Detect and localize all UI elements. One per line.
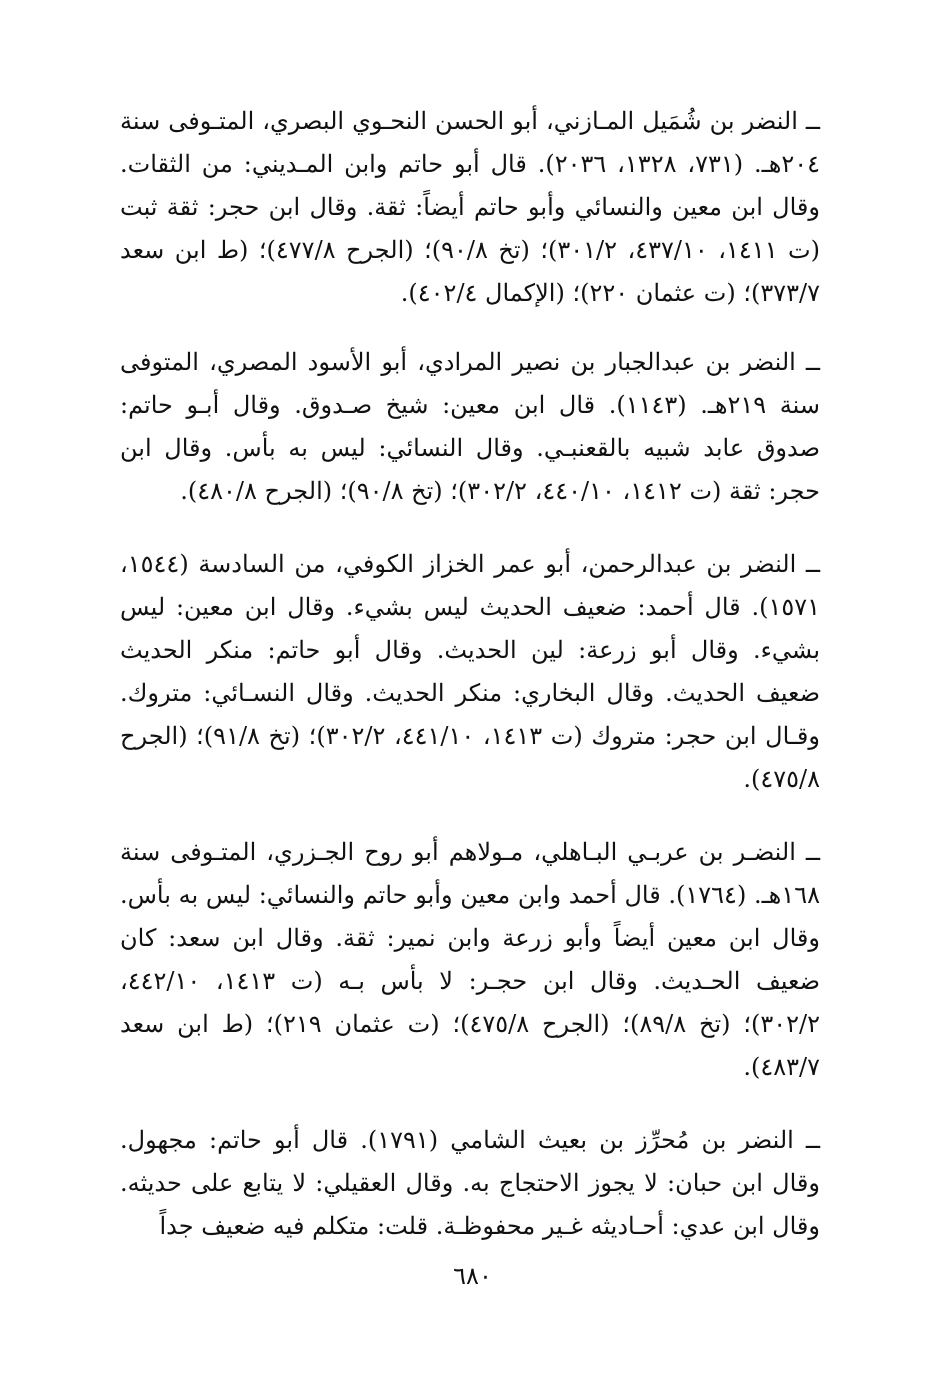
- narrator-entry: ــ النضـر بن عربـي البـاهلي، مـولاهم أبو روح الجـزري، المتـوفى سنة ١٦٨هـ. (١٧٦٤). قال أحمد وابن معين وأبو حاتم والنسائي: ليس به بأس. وقال ابن معين أيضاً وأبو زرعة وابن نمير: ثقة. وقال ابن سعد: كان ضعيف الحـديث. وقال ابن حجـر: لا بأس بـه (ت ١٤١٣، ٤٤٢/١٠، ٣٠٢/٢)؛ (تخ ٨٩/٨)؛ (الجرح ٤٧٥/٨)؛ (ت عثمان ٢١٩)؛ (ط ابن سعد ٤٨٣/٧).: [120, 838, 821, 1081]
- narrator-entries: [120, 100, 820, 1276]
- page-number: ٦٨٠: [453, 1262, 492, 1290]
- narrator-entry: ــ النضر بن مُحرِّز بن بعيث الشامي (١٧٩١). قال أبو حاتم: مجهول. وقال ابن حبان: لا يجوز الاحتجاج به. وقال العقيلي: لا يتابع على حديثه. وقال ابن عدي: أحـاديثه غـير محفوظـة. قلت: متكلم فيه ضعيف جداً: [120, 1126, 820, 1240]
- narrator-entry: ــ النضر بن شُمَيل المـازني، أبو الحسن النحـوي البصري، المتـوفى سنة ٢٠٤هـ. (٧٣١، ١٣٢٨، ٢٠٣٦). قال أبو حاتم وابن المـديني: من الثقات. وقال ابن معين والنسائي وأبو حاتم أيضاً: ثقة. وقال ابن حجر: ثقة ثبت (ت ١٤١١، ٤٣٧/١٠، ٣٠١/٢)؛ (تخ ٩٠/٨)؛ (الجرح ٤٧٧/٨)؛ (ط ابن سعد ٣٧٣/٧)؛ (ت عثمان ٢٢٠)؛ (الإكمال ٤٠٢/٤).: [120, 107, 821, 307]
- narrator-entry: ــ النضر بن عبدالجبار بن نصير المرادي، أبو الأسود المصري، المتوفى سنة ٢١٩هـ. (١١٤٣). قال ابن معين: شيخ صـدوق. وقال أبـو حاتم: صدوق عابد شبيه بالقعنبـي. وقال النسائي: ليس به بأس. وقال ابن حجر: ثقة (ت ١٤١٢، ٤٤٠/١٠، ٣٠٢/٢)؛ (تخ ٩٠/٨)؛ (الجرح ٤٨٠/٨).: [120, 348, 820, 505]
- narrator-entry: ــ النضر بن عبدالرحمن، أبو عمر الخزاز الكوفي، من السادسة (١٥٤٤، ١٥٧١). قال أحمد: ضعيف الحديث ليس بشيء. وقال ابن معين: ليس بشيء. وقال أبو زرعة: لين الحديث. وقال أبو حاتم: منكر الحديث ضعيف الحديث. وقال البخاري: منكر الحديث. وقال النسـائي: متروك. وقـال ابن حجر: متروك (ت ١٤١٣، ٤٤١/١٠، ٣٠٢/٢)؛ (تخ ٩١/٨)؛ (الجرح ٤٧٥/٨).: [120, 550, 820, 793]
